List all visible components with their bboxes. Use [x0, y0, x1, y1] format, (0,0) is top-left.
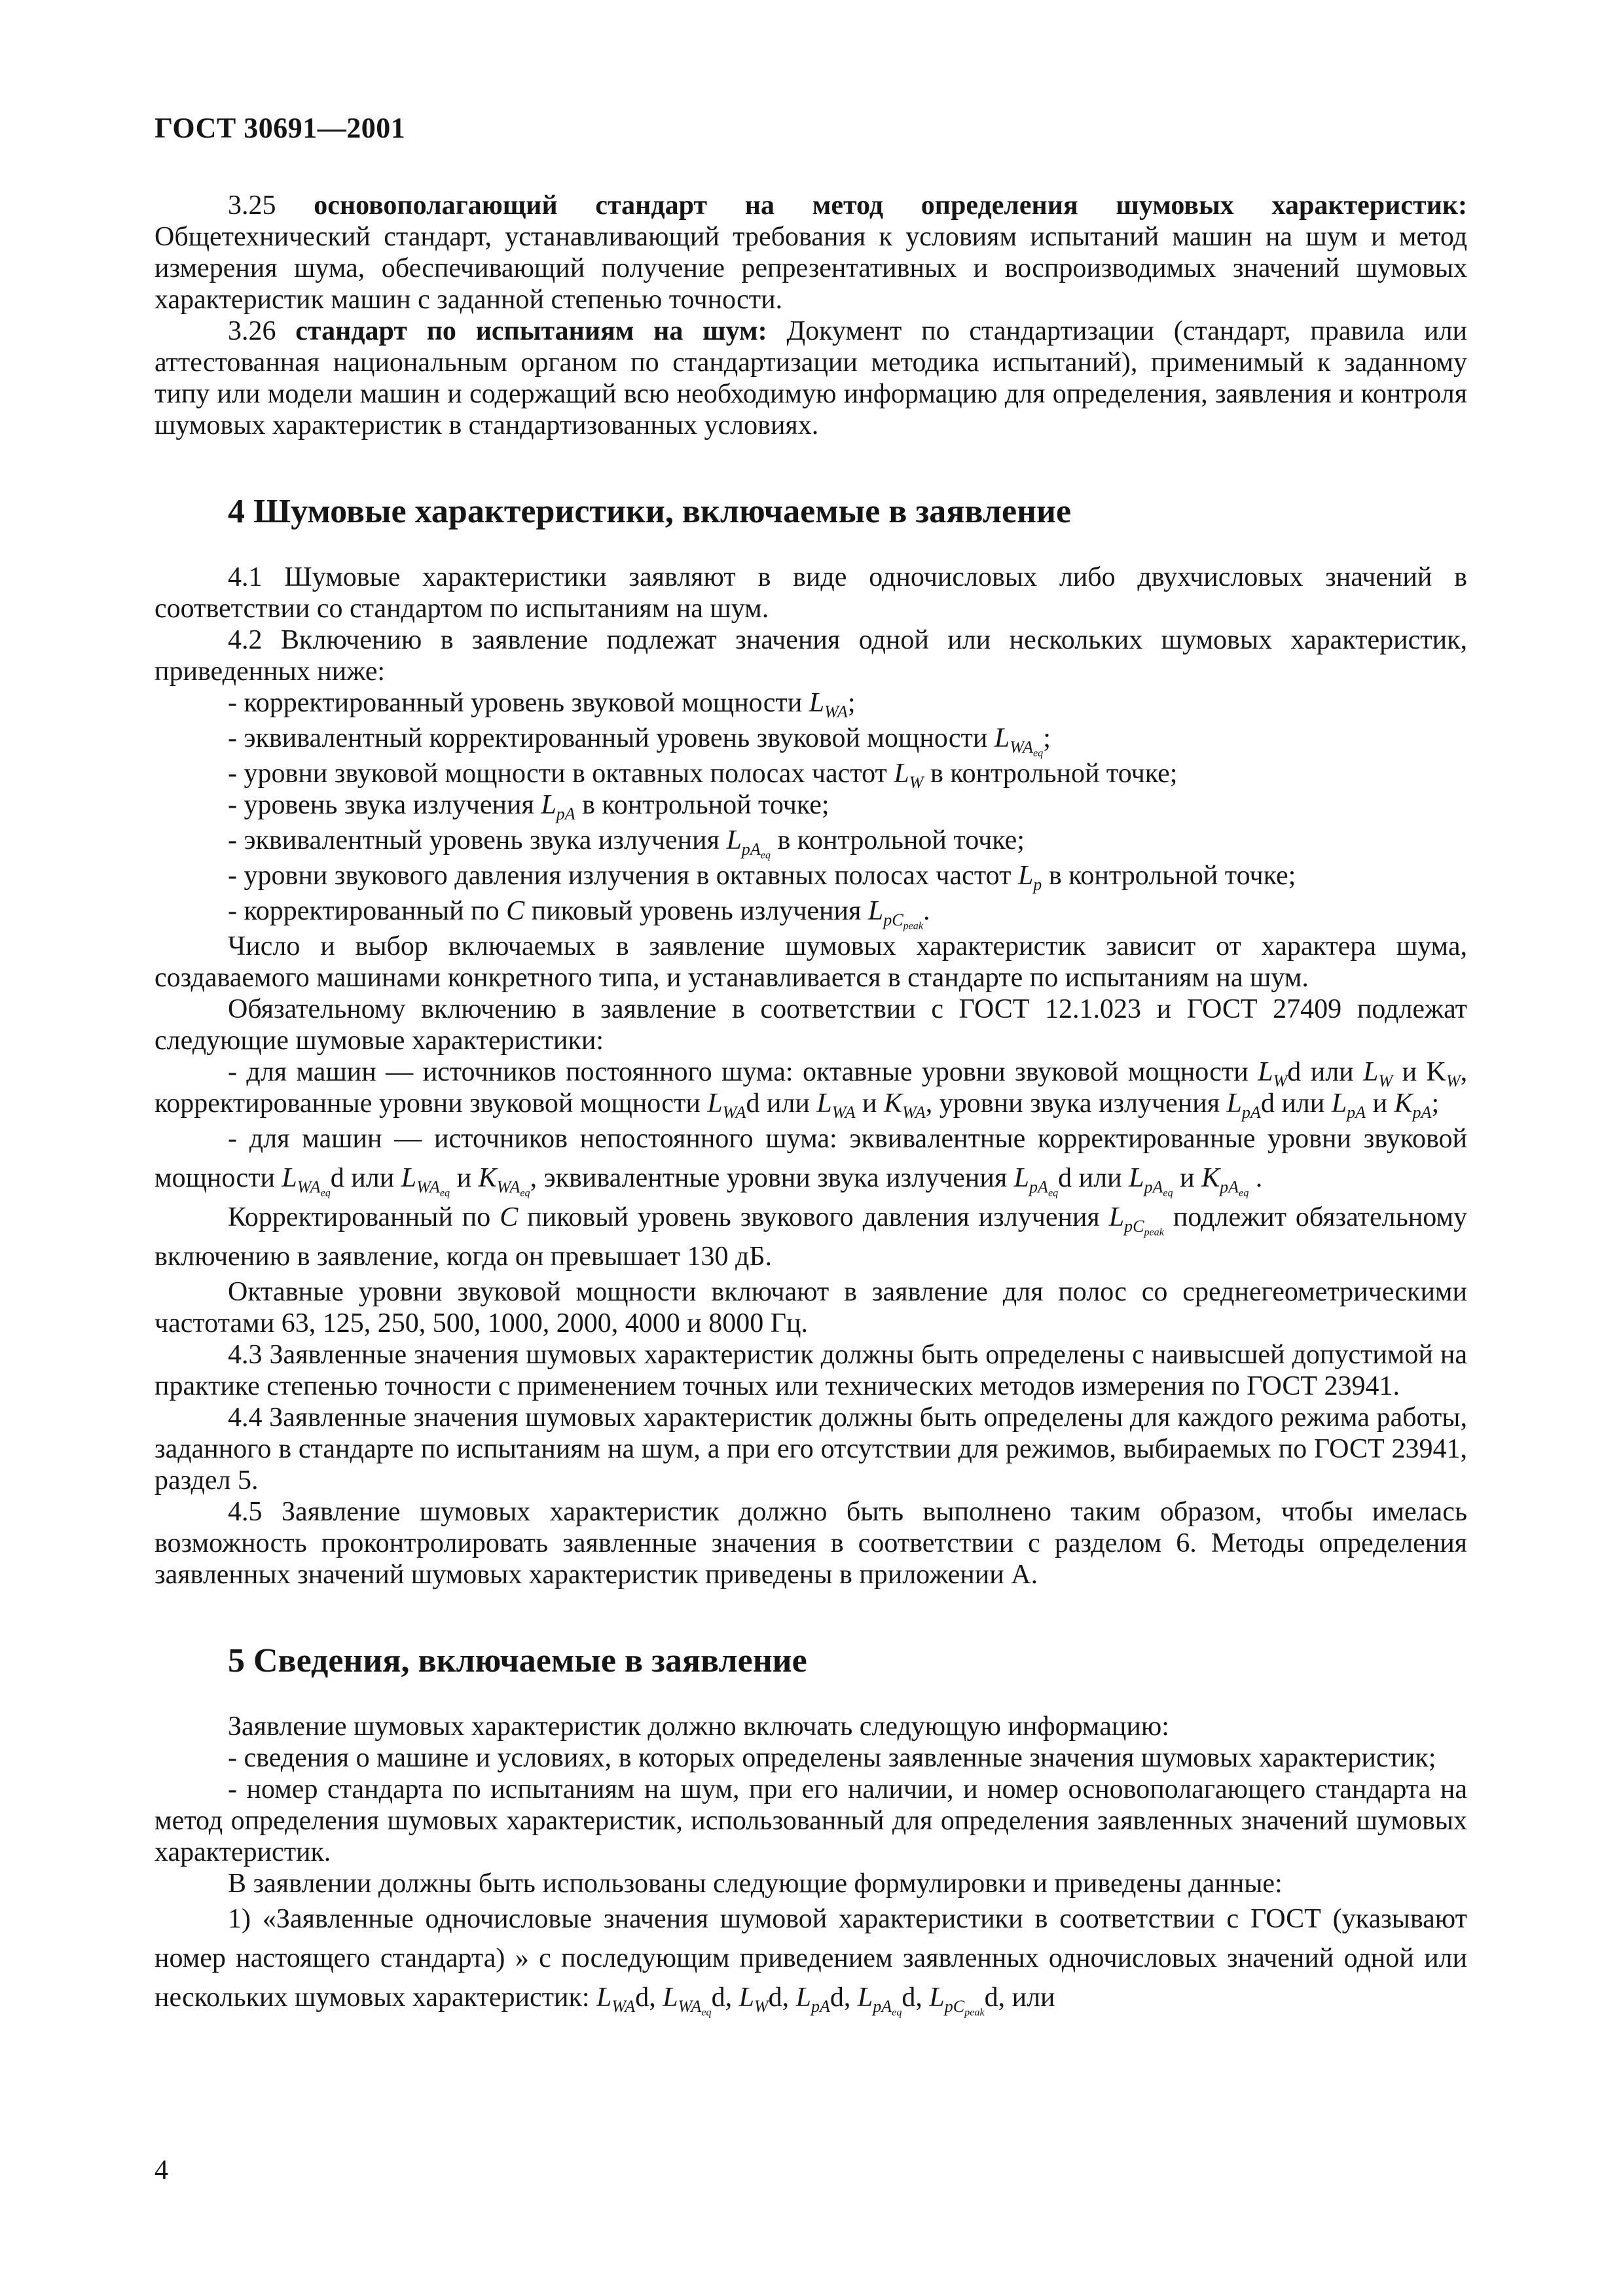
term-3-25: основополагающий стандарт на метод определения шумовых характеристик: [314, 190, 1468, 221]
term-3-26: стандарт по испытаниям на шум: [295, 316, 767, 346]
list-item: - эквивалентный уровень звука излучения $L_{pA_{eq}}$ в контрольной точке; [228, 825, 1025, 861]
list-item: - корректированный уровень звуковой мощности $L_{WA}$; [228, 688, 856, 722]
list-item: - уровни звукового давления излучения в октавных полосах частот $L_p$ в контрольной точке; [228, 861, 1296, 895]
list-item: - уровни звуковой мощности в октавных полосах частот $L_W$ в контрольной точке; [228, 759, 1178, 793]
doc-header: ГОСТ 30691—2001 [155, 112, 406, 144]
para-4-4: 4.4 Заявленные значения шумовых характеристик должны быть определены для каждого режима работы, заданного в стандарте по испытаниям на шум, а при его отсутствии для режимов, выбираемых по ГОСТ 23941, раздел 5. [155, 1403, 1467, 1496]
list-item: - номер стандарта по испытаниям на шум, при его наличии, и номер основополагающего стандарта на метод определения шумовых характеристик, использованный для определения заявленных значений шумовых характеристик. [155, 1774, 1467, 1867]
page-content [155, 190, 1467, 2017]
list-item: - корректированный по C пиковый уровень излучения $L_{pC_{peak}}$. [228, 896, 930, 932]
para-4-2: 4.2 Включению в заявление подлежат значения одной или нескольких шумовых характеристик, приведенных ниже: [155, 625, 1467, 687]
list-item: - уровень звука излучения $L_{pA}$ в контрольной точке; [228, 790, 830, 824]
para-4-5: 4.5 Заявление шумовых характеристик должно быть выполнено таким образом, чтобы имелась возможность проконтролировать заявленные значения в соответствии с разделом 6. Методы определения заявленных значений шумовых характеристик приведены в приложении А. [155, 1497, 1467, 1590]
para-octave: Октавные уровни звуковой мощности включают в заявление для полос со среднегеометрическими частотами 63, 125, 250, 500, 1000, 2000, 4000 и 8000 Гц. [155, 1277, 1467, 1338]
section-5-heading: 5 Сведения, включаемые в заявление [228, 1642, 807, 1679]
para-constant-noise: - для машин — источников постоянного шума: октавные уровни звуковой мощности $L_Wd$ или $L_W$ и $K_W$, корректированные уровни звуковой мощности $L_{WA}d$ или $L_{WA}$ и $K_{WA}$, уровни звука излучения $L_{pA}d$ или $L_{pA}$ и $K_{pA}$; [155, 1057, 1468, 1122]
para-5-intro: Заявление шумовых характеристик должно включать следующую информацию: [228, 1712, 1169, 1742]
page-number: 4 [155, 2155, 168, 2185]
list-item: 1) «Заявленные одночисловые значения шумовой характеристики в соответствии с ГОСТ (указывают номер настоящего стандарта) » с последующим приведением заявленных одночисловых значений одной или нескольких шумовых характеристик: $L_{WA}d$, $L_{WA_{eq}}d$, $L_Wd$, $L_{pA}d$, $L_{pA_{eq}}d$, $L_{pC_{peak}}d$, или [155, 1904, 1467, 2018]
para-peak-level: Корректированный по C пиковый уровень звукового давления излучения $L_{pC_{peak}}$ подлежит обязательному включению в заявление, когда он превышает 130 дБ. [155, 1202, 1468, 1272]
definition-3-26: 3.26 стандарт по испытаниям на шум: Документ по стандартизации (стандарт, правила или аттестованная национальным органом по стандартизации методика испытаний), применимый к заданному типу или модели машин и содержащий всю необходимую информацию для определения, заявления и контроля шумовых характеристик в стандартизованных условиях. [155, 316, 1468, 440]
list-item: - сведения о машине и условиях, в которых определены заявленные значения шумовых характеристик; [228, 1743, 1436, 1773]
list-item: - эквивалентный корректированный уровень звуковой мощности $L_{WA_{eq}}$; [228, 723, 1051, 759]
para-variable-noise: - для машин — источников непостоянного шума: эквивалентные корректированные уровни звуковой мощности $L_{WA_{eq}}d$ или $L_{WA_{eq}}$ и $K_{WA_{eq}}$, эквивалентные уровни звука излучения $L_{pA_{eq}}d$ или $L_{pA_{eq}}$ и $K_{pA_{eq}}$ . [155, 1124, 1467, 1199]
para-4-1: 4.1 Шумовые характеристики заявляют в виде одночисловых либо двухчисловых значений в соответствии со стандартом по испытаниям на шум. [155, 562, 1467, 624]
para-5-wording: В заявлении должны быть использованы следующие формулировки и приведены данные: [228, 1869, 1283, 1899]
para-mandatory: Обязательному включению в заявление в соответствии с ГОСТ 12.1.023 и ГОСТ 27409 подлежат следующие шумовые характеристики: [155, 994, 1467, 1056]
definition-3-25: 3.25 основополагающий стандарт на метод определения шумовых характеристик: Общетехнический стандарт, устанавливающий требования к условиям испытаний машин на шум и метод измерения шума, обеспечивающий получение репрезентативных и воспроизводимых значений шумовых характеристик машин с заданной степенью точности. [155, 190, 1468, 315]
section-4-heading: 4 Шумовые характеристики, включаемые в заявление [228, 493, 1072, 530]
para-number-choice: Число и выбор включаемых в заявление шумовых характеристик зависит от характера шума, создаваемого машинами конкретного типа, и устанавливается в стандарте по испытаниям на шум. [155, 931, 1467, 993]
para-4-3: 4.3 Заявленные значения шумовых характеристик должны быть определены с наивысшей допустимой на практике степенью точности с применением точных или технических методов измерения по ГОСТ 23941. [155, 1340, 1467, 1401]
